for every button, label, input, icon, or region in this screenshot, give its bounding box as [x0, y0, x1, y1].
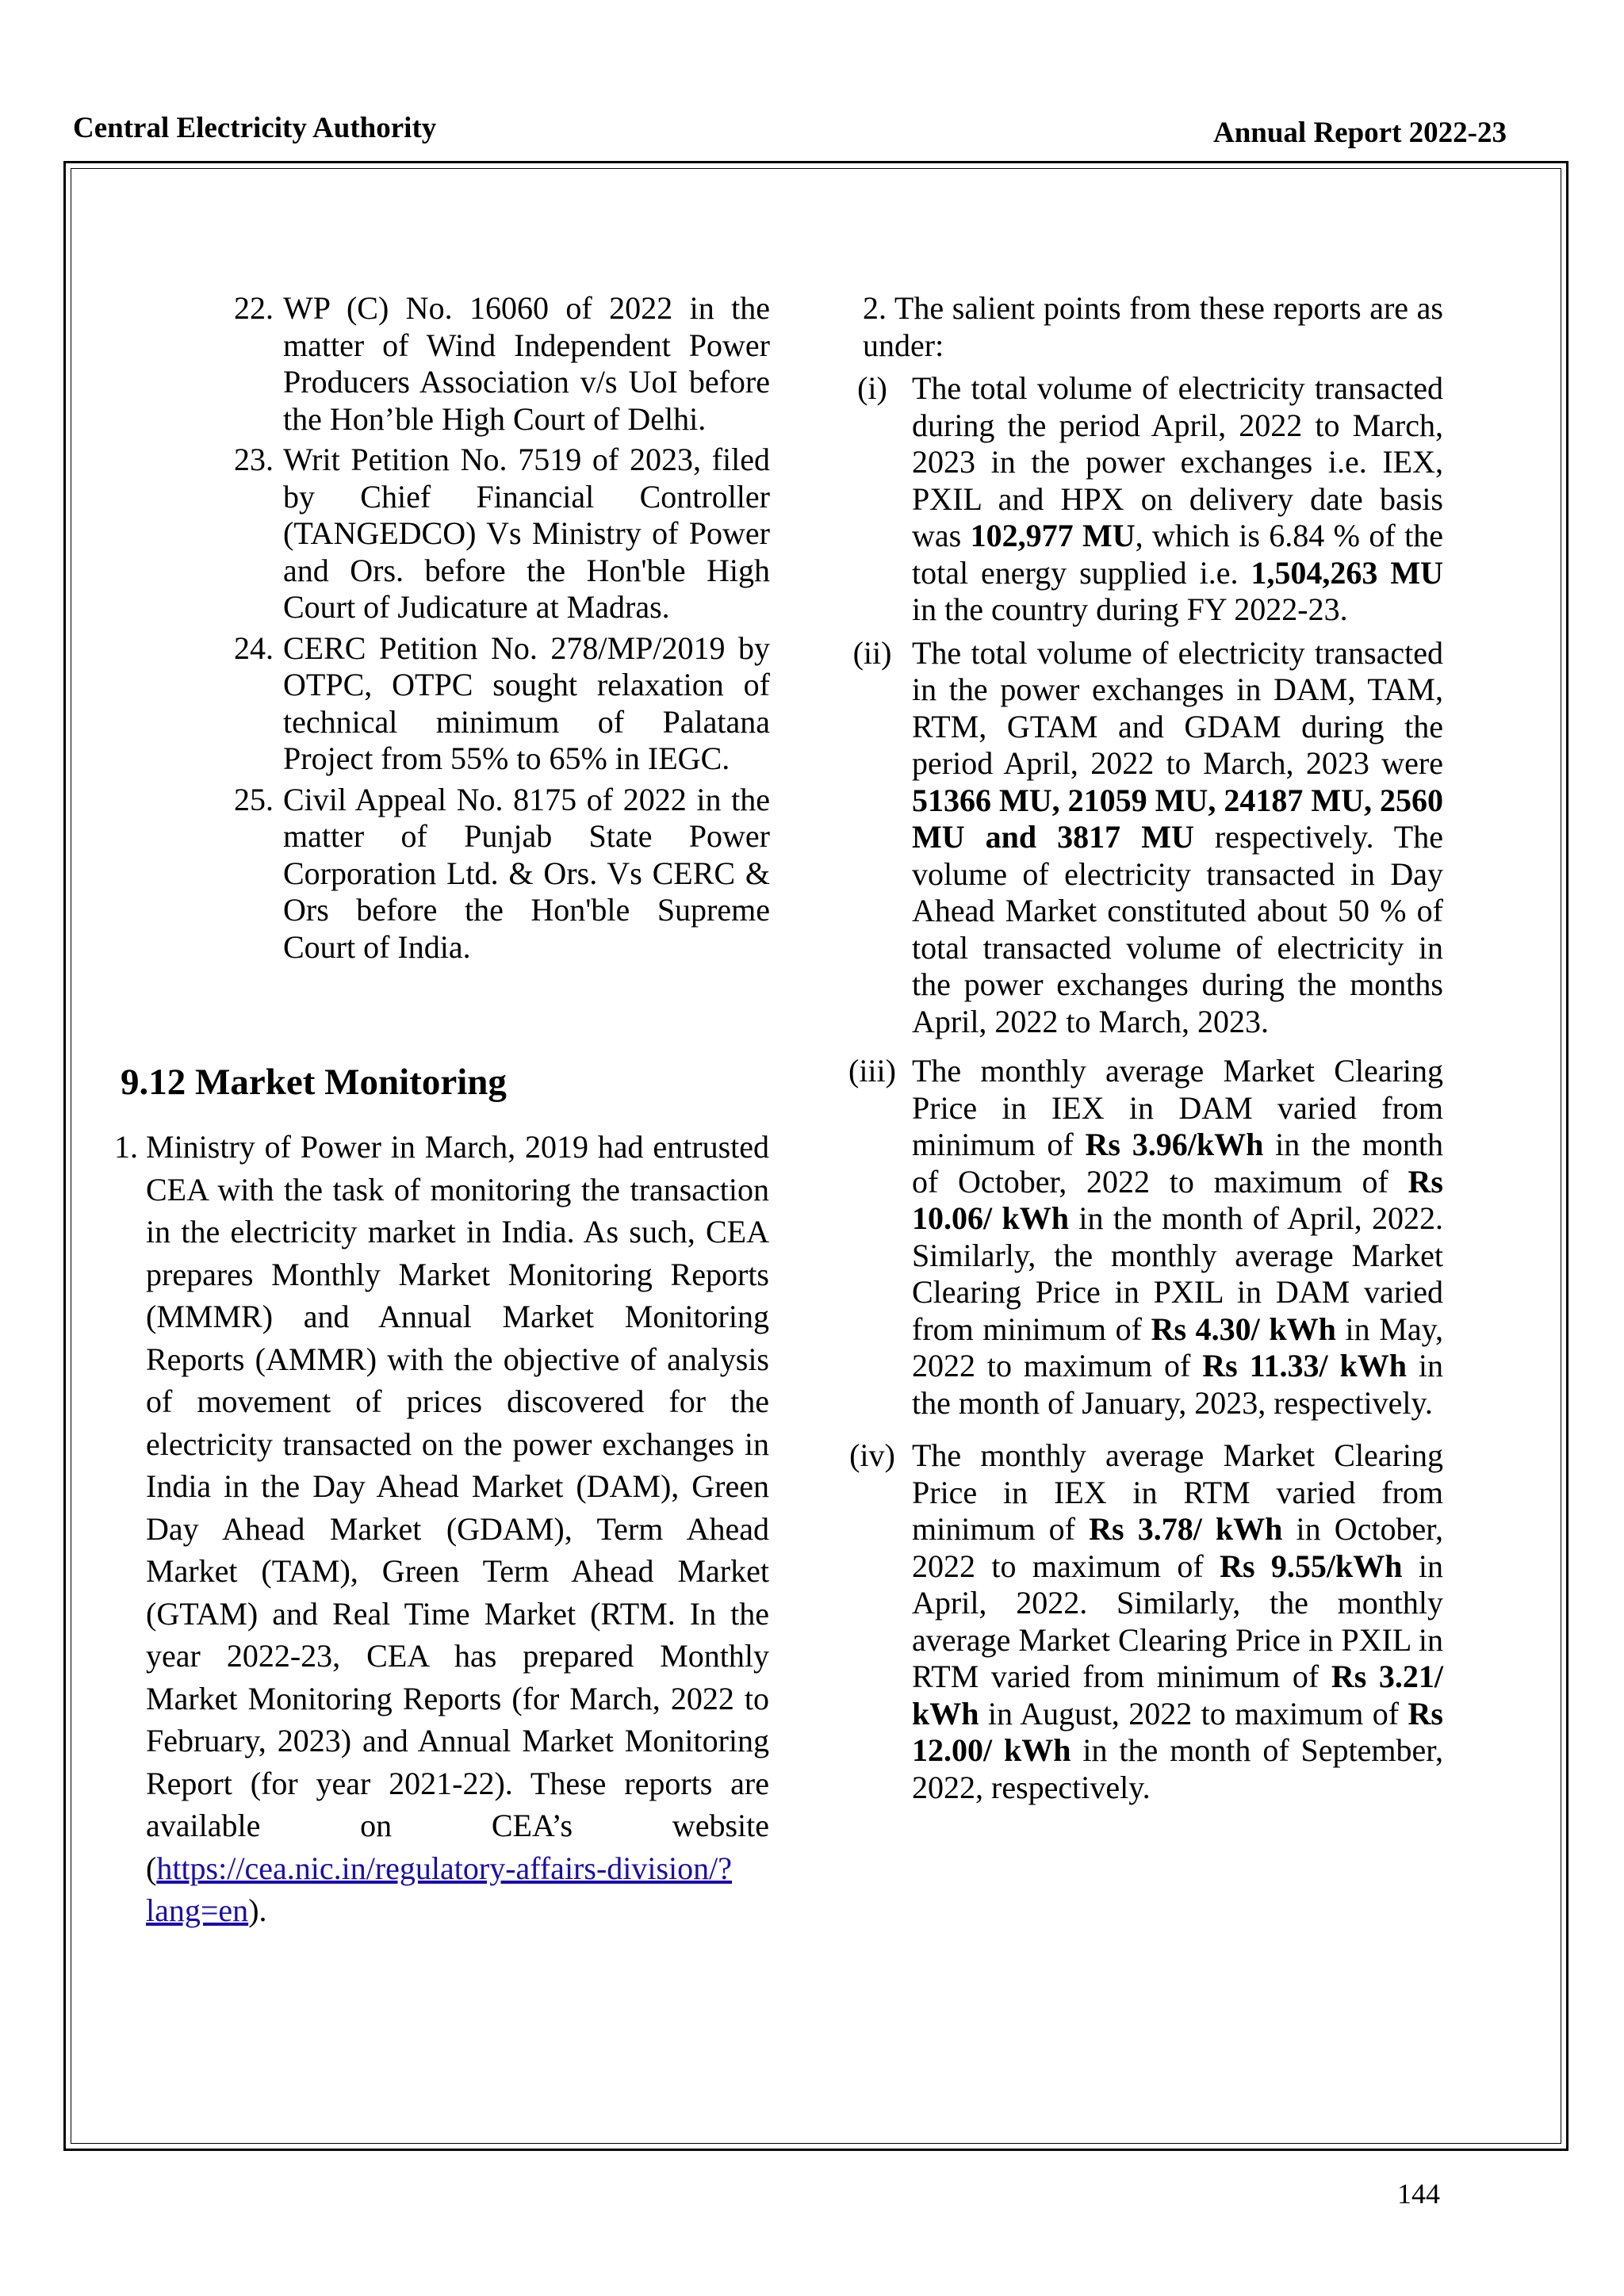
point-number: (ii) [852, 634, 892, 671]
salient-point-iii [833, 1053, 1443, 1422]
section-heading: 9.12 Market Monitoring [121, 1062, 507, 1103]
salient-points-column [833, 290, 1443, 1806]
text-run: in the country during FY 2022-23. [912, 591, 1348, 627]
text-run: in April, 2022. Similarly, the monthly average Market Clearing Price in PXIL in RTM varied from minimum of [912, 1548, 1443, 1694]
text-run: The total volume of electricity transacted during the period April, 2022 to March, 2023 in the power exchanges i.e. IEX, PXIL and HPX on delivery date basis was [912, 370, 1443, 553]
text-run: in the month of April, 2022. Similarly, the monthly average Market Clearing Price in PXIL in DAM varied from minimum of [912, 1200, 1443, 1347]
bold-value: Rs 3.96/kWh [1085, 1127, 1264, 1162]
paragraph-body [146, 1126, 769, 1932]
bold-value: 1,504,263 MU [1251, 554, 1443, 591]
salient-point-iv [833, 1437, 1443, 1806]
bold-value: Rs 12.00/ kWh [912, 1695, 1443, 1768]
text-run: The monthly average Market Clearing Price in IEX in DAM varied from minimum of [912, 1053, 1443, 1162]
bold-value: Rs 10.06/ kWh [912, 1163, 1443, 1236]
list-item-number: 24. [234, 629, 274, 666]
list-item-number: 25. [234, 781, 274, 817]
text-run: in October, 2022 to maximum of [912, 1511, 1443, 1584]
point-number: (iii) [848, 1053, 896, 1089]
point-number: (iv) [849, 1437, 895, 1473]
cea-website-link[interactable]: https://cea.nic.in/regulatory-affairs-division/?lang=en [146, 1850, 733, 1928]
list-item [234, 782, 770, 966]
point-text [912, 1053, 1443, 1422]
text-run: The total volume of electricity transacted in the power exchanges in DAM, TAM, RTM, GTAM and GDAM during the period April, 2022 to March, 2023 were [912, 634, 1443, 781]
point-text [912, 635, 1443, 1041]
text-run: The monthly average Market Clearing Price in IEX in RTM varied from minimum of [912, 1437, 1443, 1547]
text-run: in the month of January, 2023, respectively. [912, 1348, 1444, 1421]
bold-value: 102,977 MU [970, 518, 1136, 553]
list-item [234, 290, 770, 438]
text-run: in May, 2022 to maximum of [912, 1311, 1444, 1383]
list-item [234, 630, 770, 778]
list-item [234, 442, 770, 626]
header-organization: Central Electricity Authority [73, 112, 437, 144]
bold-value: Rs 11.33/ kWh [1202, 1348, 1407, 1383]
text-run: in the month of September, 2022, respectively. [912, 1732, 1444, 1805]
list-item-text: CERC Petition No. 278/MP/2019 by OTPC, OTPC sought relaxation of technical minimum of Palatana Project from 55% to 65% in IEGC. [283, 629, 770, 776]
paragraph-number: 1. [114, 1129, 138, 1165]
list-item-text: WP (C) No. 16060 of 2022 in the matter of Wind Independent Power Producers Association v/s UoI before the Hon’ble High Court of Delhi. [283, 290, 770, 437]
bold-value: Rs 9.55/kWh [1220, 1548, 1403, 1584]
text-run: in the month of October, 2022 to maximum of [912, 1127, 1443, 1200]
salient-point-i [833, 370, 1443, 629]
text-run: in August, 2022 to maximum of [979, 1695, 1408, 1732]
list-item-number: 22. [234, 290, 274, 326]
list-item-text: Civil Appeal No. 8175 of 2022 in the matter of Punjab State Power Corporation Ltd. & Ors. Vs CERC & Ors before the Hon'ble Supreme Court of India. [283, 781, 770, 965]
text-run: respectively. The volume of electricity transacted in Day Ahead Market constituted about 50 % of total transacted volume of electricity in the power exchanges during the months April, 2022 to March, 2023. [912, 819, 1443, 1039]
salient-point-ii [833, 635, 1443, 1041]
bold-value: 51366 MU, 21059 MU, 24187 MU, 2560 MU and 3817 MU [912, 782, 1443, 855]
text-run: , which is 6.84 % of the total energy supplied i.e. [912, 518, 1443, 591]
bold-value: Rs 4.30/ kWh [1151, 1311, 1336, 1347]
point-number: (i) [857, 370, 887, 406]
list-item-text: Writ Petition No. 7519 of 2023, filed by Chief Financial Controller (TANGEDCO) Vs Ministry of Power and Ors. before the Hon'ble High Court of Judicature at Madras. [283, 442, 770, 625]
page-number: 144 [1397, 2178, 1440, 2210]
case-list [234, 290, 770, 966]
header-report-title: Annual Report 2022-23 [1212, 117, 1507, 149]
point-text [912, 1437, 1443, 1806]
salient-points-intro: 2. The salient points from these reports are as under: [863, 290, 1443, 363]
list-item-number: 23. [234, 442, 274, 477]
paragraph-end: ). [248, 1892, 267, 1928]
market-monitoring-paragraph [114, 1126, 769, 1932]
bold-value: Rs 3.21/ kWh [912, 1659, 1443, 1732]
paragraph-text: Ministry of Power in March, 2019 had entrusted CEA with the task of monitoring the transaction in the electricity market in India. As such, CEA prepares Monthly Market Monitoring Reports (MMMR) and Annual Market Monitoring Reports (AMMR) with the objective of analysis of movement of prices discovered for the electricity transacted on the power exchanges in India in the Day Ahead Market (DAM), Green Day Ahead Market (GDAM), Term Ahead Market (TAM), Green Term Ahead Market (GTAM) and Real Time Market (RTM. In the year 2022-23, CEA has prepared Monthly Market Monitoring Reports (for March, 2022 to February, 2023) and Annual Market Monitoring Report (for year 2021-22). These reports are available on CEA’s website ( [146, 1129, 769, 1886]
point-text [912, 370, 1443, 629]
bold-value: Rs 3.78/ kWh [1089, 1511, 1283, 1547]
